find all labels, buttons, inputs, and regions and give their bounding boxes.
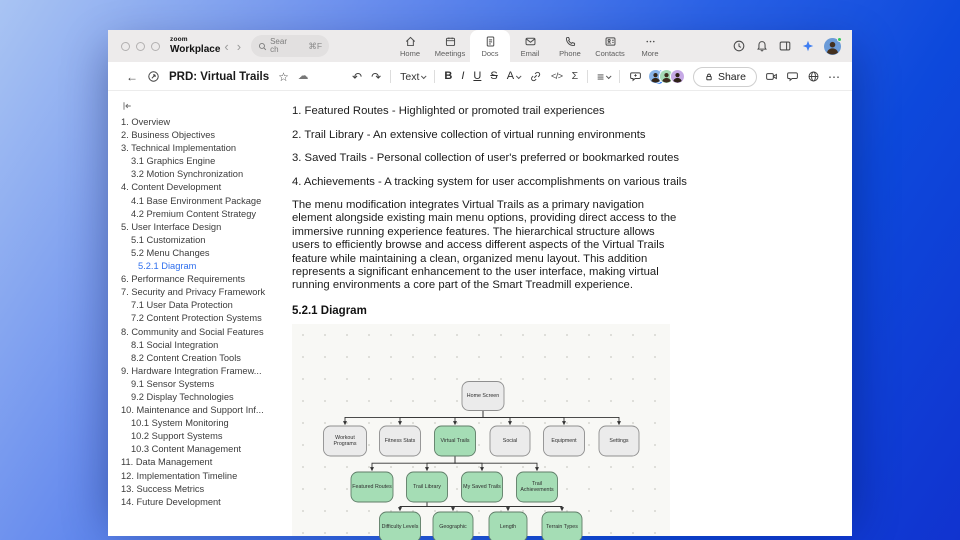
svg-text:Trail: Trail <box>531 480 543 487</box>
global-search-input[interactable] <box>251 35 329 57</box>
svg-text:Virtual Trails: Virtual Trails <box>440 437 470 444</box>
outline-item[interactable]: 4. Content Development <box>121 182 222 193</box>
svg-text:Geographic: Geographic <box>439 523 467 530</box>
svg-text:Home Screen: Home Screen <box>466 392 500 399</box>
outline-item[interactable]: 6. Performance Requirements <box>121 274 246 285</box>
outline-list <box>121 116 284 509</box>
doc-toolbar-formatting <box>352 62 682 91</box>
tab-meetings[interactable] <box>430 30 470 62</box>
diagram-node-fitness[interactable] <box>380 426 421 456</box>
collaborator-avatar <box>670 69 685 84</box>
share-button[interactable]: Share <box>693 67 757 87</box>
docs-home-icon[interactable] <box>147 70 160 83</box>
titlebar-right-icons <box>732 30 841 62</box>
svg-text:Social: Social <box>502 437 518 444</box>
outline-item[interactable]: 3.2 Motion Synchronization <box>131 169 244 180</box>
toolbar-divider <box>434 70 435 83</box>
link-icon[interactable] <box>529 70 542 83</box>
collaborator-avatars[interactable] <box>648 69 685 84</box>
diagram-edge <box>455 410 483 424</box>
svg-text:Length: Length <box>499 523 517 530</box>
outline-item[interactable]: 8.2 Content Creation Tools <box>131 352 241 363</box>
phone-icon <box>564 35 577 48</box>
svg-text:Achievements: Achievements <box>520 487 554 494</box>
outline-item[interactable]: 9.2 Display Technologies <box>131 391 234 402</box>
diagram-edge <box>483 410 619 424</box>
doc-back-icon[interactable]: ← <box>126 69 138 84</box>
outline-item[interactable]: 3.1 Graphics Engine <box>131 156 216 167</box>
outline-item[interactable]: 7.1 User Data Protection <box>131 300 233 311</box>
svg-text:Difficulty Levels: Difficulty Levels <box>381 523 419 530</box>
side-panel-icon[interactable] <box>778 39 792 53</box>
svg-text:Workout: Workout <box>335 434 355 441</box>
doc-list-item: 1. Featured Routes - Highlighted or promoted trail experiences <box>292 105 605 117</box>
diagram-node-settings[interactable] <box>599 426 639 456</box>
more-icon <box>644 35 657 48</box>
diagram-node-library[interactable] <box>407 472 448 502</box>
ai-companion-sparkle-icon[interactable] <box>801 39 815 53</box>
diagram-node-social[interactable] <box>490 426 530 456</box>
logo-zoom-text: zoom <box>170 36 188 44</box>
doc-title: PRD: Virtual Trails <box>169 70 270 83</box>
diagram-edge <box>455 456 537 471</box>
doc-body <box>108 91 852 536</box>
toolbar-divider <box>390 70 391 83</box>
outline-item[interactable]: 3. Technical Implementation <box>121 143 237 154</box>
tab-label: Docs <box>481 48 499 58</box>
code-block-icon[interactable]: </> <box>551 71 563 81</box>
diagram-node-terrain[interactable] <box>542 512 582 540</box>
outline-item[interactable]: 4.2 Premium Content Strategy <box>131 208 257 219</box>
outline-item[interactable]: 9. Hardware Integration Framew... <box>121 365 262 376</box>
outline-item[interactable]: 14. Future Development <box>121 496 221 507</box>
outline-sidebar <box>108 91 284 536</box>
doc-content[interactable] <box>284 91 852 536</box>
diagram-node-workout[interactable] <box>324 426 367 456</box>
doc-list-item: 4. Achievements - A tracking system for user accomplishments on various trails <box>292 175 687 188</box>
diagram-edge <box>427 502 562 511</box>
history-icon[interactable] <box>732 39 746 53</box>
doc-toolbar <box>108 62 852 91</box>
nav-back-button[interactable]: ‹ <box>220 40 232 53</box>
strikethrough-button[interactable]: S <box>490 70 498 82</box>
svg-text:Settings: Settings <box>609 437 629 444</box>
diagram-node-achieve[interactable] <box>517 472 558 502</box>
tab-home[interactable] <box>390 30 430 62</box>
contacts-icon <box>604 35 617 48</box>
diagram-node-featured[interactable] <box>351 472 393 502</box>
tab-more[interactable] <box>630 30 670 62</box>
search-placeholder: Search <box>270 37 287 54</box>
logo-workplace-text: Workplace <box>170 43 221 55</box>
email-icon <box>524 35 537 48</box>
toolbar-divider <box>587 70 588 83</box>
text-style-dropdown[interactable]: Text <box>400 71 425 83</box>
doc-paragraph: The menu modification integrates Virtual Trails as a primary navigation element alongside existing main menu options, providing direct access to the immersive running experience features. The hierarchical structure allows users to efficiently browse and access different aspects of the Virtual Trails feature while maintaining a clean, organized menu layout. This addition represents a significant enhancement to the user interface, making virtual running environments a core part of the Smart Treadmill experience. <box>292 199 677 292</box>
diagram-node-geographic[interactable] <box>433 512 473 540</box>
diagram-node-saved[interactable] <box>462 472 503 502</box>
outline-item[interactable]: 7.2 Content Protection Systems <box>131 313 262 324</box>
underline-button[interactable]: U <box>473 70 482 82</box>
svg-text:Programs: Programs <box>333 441 357 448</box>
outline-item[interactable]: 5. User Interface Design <box>121 221 222 232</box>
online-status-dot <box>837 37 842 42</box>
outline-item[interactable]: 5.2 Menu Changes <box>131 247 210 258</box>
toolbar-divider <box>619 70 620 83</box>
lock-icon <box>704 72 714 82</box>
meetings-icon <box>444 35 457 48</box>
svg-text:Featured Routes: Featured Routes <box>352 483 392 490</box>
search-shortcut: ⌘F <box>308 40 323 51</box>
outline-item[interactable]: 5.2.1 Diagram <box>138 261 197 272</box>
globe-icon[interactable] <box>807 70 820 83</box>
outline-item[interactable]: 8. Community and Social Features <box>121 326 264 337</box>
more-options-icon[interactable]: ⋯ <box>828 69 840 84</box>
diagram-node-length[interactable] <box>489 512 527 540</box>
doc-toolbar-right <box>648 62 840 91</box>
docs-icon <box>484 35 497 48</box>
diagram-edge <box>400 502 427 511</box>
tab-phone[interactable] <box>550 30 590 62</box>
outline-item[interactable]: 1. Overview <box>121 117 171 127</box>
doc-numbered-list <box>292 105 852 188</box>
maximize-window-icon[interactable] <box>151 42 160 51</box>
nav-forward-button[interactable]: › <box>233 40 245 53</box>
add-comment-icon[interactable] <box>629 70 642 83</box>
tab-label: Contacts <box>595 48 625 58</box>
svg-text:Fitness Stats: Fitness Stats <box>384 437 416 444</box>
zoom-workplace-window <box>108 30 852 530</box>
diagram-canvas[interactable] <box>292 324 670 536</box>
svg-text:Equipment: Equipment <box>551 437 577 444</box>
doc-list-item: 2. Trail Library - An extensive collection of virtual running environments <box>292 128 646 141</box>
svg-text:Terrain Types: Terrain Types <box>546 523 578 530</box>
outline-item[interactable]: 5.1 Customization <box>131 234 206 245</box>
text-color-dropdown[interactable]: A <box>507 71 520 82</box>
app-tab-strip <box>390 30 670 62</box>
chat-icon[interactable] <box>786 70 799 83</box>
app-titlebar <box>108 30 852 62</box>
outline-item[interactable]: 10.1 System Monitoring <box>131 418 229 429</box>
outline-item[interactable]: 12. Implementation Timeline <box>121 470 238 481</box>
outline-item[interactable]: 2. Business Objectives <box>121 130 216 141</box>
window-controls[interactable] <box>121 42 160 51</box>
tab-label: More <box>641 48 659 58</box>
outline-item[interactable]: 10. Maintenance and Support Inf... <box>121 405 264 416</box>
user-avatar[interactable] <box>824 38 841 55</box>
outline-item[interactable]: 8.1 Social Integration <box>131 339 219 350</box>
tab-docs[interactable] <box>470 30 510 62</box>
outline-item[interactable]: 7. Security and Privacy Framework <box>121 287 266 298</box>
outline-item[interactable]: 10.3 Content Management <box>131 444 242 455</box>
outline-item[interactable]: 9.1 Sensor Systems <box>131 378 215 389</box>
svg-text:Trail Library: Trail Library <box>413 483 441 490</box>
doc-list-item: 3. Saved Trails - Personal collection of user's preferred or bookmarked routes <box>292 152 680 164</box>
diagram-node-difficulty[interactable] <box>380 512 421 540</box>
tab-contacts[interactable] <box>590 30 630 62</box>
menu-structure-diagram[interactable] <box>292 324 670 539</box>
outline-item[interactable]: 11. Data Management <box>121 457 213 468</box>
bold-button[interactable]: B <box>444 70 453 82</box>
collapse-sidebar-icon[interactable] <box>121 99 135 113</box>
tab-label: Home <box>399 48 420 58</box>
diagram-node-equipment[interactable] <box>544 426 585 456</box>
doc-toolbar-left <box>126 62 308 91</box>
zoom-workplace-logo <box>170 37 220 55</box>
outline-item[interactable]: 13. Success Metrics <box>121 483 205 494</box>
doc-section-heading: 5.2.1 Diagram <box>292 304 367 317</box>
diagram-node-home[interactable] <box>462 381 504 410</box>
outline-item[interactable]: 10.2 Support Systems <box>131 431 223 442</box>
minimize-window-icon[interactable] <box>136 42 145 51</box>
tab-label: Meetings <box>434 48 466 58</box>
diagram-node-virtual[interactable] <box>435 426 476 456</box>
close-window-icon[interactable] <box>121 42 130 51</box>
align-dropdown[interactable]: ≡ <box>597 71 610 83</box>
favorite-star-icon[interactable]: ☆ <box>278 69 289 84</box>
tab-label: Email <box>520 48 540 58</box>
chevron-down-icon <box>516 73 522 79</box>
redo-icon[interactable]: ↷ <box>371 69 382 84</box>
tab-label: Phone <box>559 48 581 58</box>
svg-text:My Saved Trails: My Saved Trails <box>463 483 501 490</box>
video-call-icon[interactable] <box>765 70 778 83</box>
home-icon <box>404 35 417 48</box>
chevron-down-icon <box>606 73 612 79</box>
italic-button[interactable]: I <box>461 70 465 82</box>
chevron-down-icon <box>421 73 427 79</box>
cloud-saved-icon[interactable]: ☁ <box>297 70 309 83</box>
diagram-edge <box>427 456 455 471</box>
formula-icon[interactable]: Σ <box>571 70 579 83</box>
undo-icon[interactable]: ↶ <box>352 69 363 84</box>
tab-email[interactable] <box>510 30 550 62</box>
bell-icon[interactable] <box>755 39 769 53</box>
outline-item[interactable]: 4.1 Base Environment Package <box>131 195 262 206</box>
search-icon <box>258 42 267 51</box>
